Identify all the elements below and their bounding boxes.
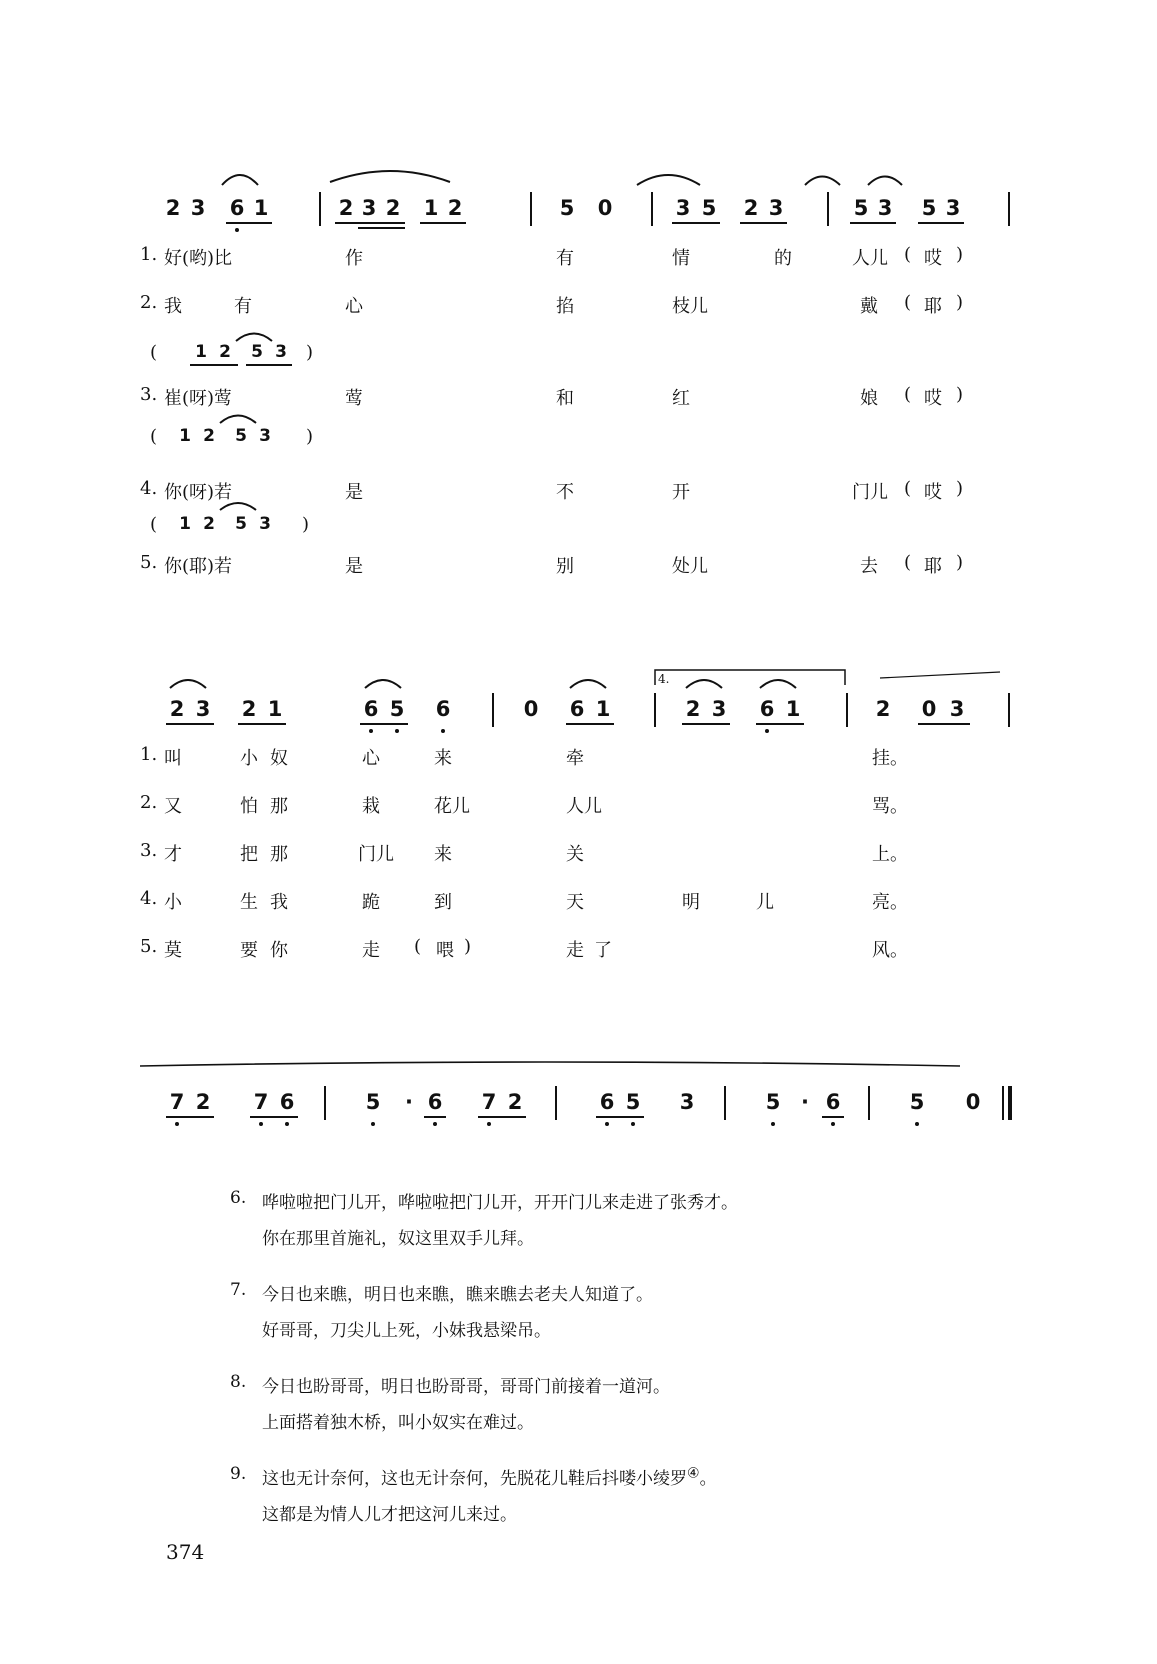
note: 3 (945, 196, 961, 220)
interlude-paren: ( (150, 426, 158, 447)
lyric: ) (956, 478, 964, 499)
lyric: 好(哟)比 (164, 248, 233, 269)
note: · (801, 1090, 809, 1114)
final-barline-thin (1002, 1086, 1004, 1120)
note: 0 (965, 1090, 981, 1114)
octave-dot (831, 1122, 835, 1126)
note: 2 (241, 697, 257, 721)
lyric: 喂 (436, 940, 454, 961)
octave-dot (433, 1122, 437, 1126)
octave-dot (631, 1122, 635, 1126)
note: 6 (279, 1090, 295, 1114)
note: 5 (251, 342, 263, 362)
note: 5 (921, 196, 937, 220)
lyric: 小 (240, 748, 258, 769)
octave-dot (259, 1122, 263, 1126)
verse-line (262, 1464, 717, 1489)
lyric: 怕 (240, 796, 258, 817)
note: 2 (685, 697, 701, 721)
note: 0 (523, 697, 539, 721)
interlude-paren: ) (306, 426, 314, 447)
verse-line: 你在那里首施礼，奴这里双手儿拜。 (262, 1229, 534, 1249)
lyric: 又 (164, 796, 182, 817)
lyric: 牵 (566, 748, 584, 769)
lyric: 是 (345, 482, 363, 503)
lyric: ( (414, 936, 422, 957)
lyric: 开 (672, 482, 690, 503)
note: 1 (179, 514, 191, 534)
note: 5 (365, 1090, 381, 1114)
lyric: 红 (672, 388, 690, 409)
note: 3 (361, 196, 377, 220)
lyric: 到 (434, 892, 452, 913)
note: 2 (743, 196, 759, 220)
note: 3 (259, 426, 271, 446)
lyric: 走 (362, 940, 380, 961)
lyric: 人儿 (852, 248, 888, 269)
beam (596, 1116, 644, 1118)
note: 3 (275, 342, 287, 362)
lyric: 走 (566, 940, 584, 961)
note: 0 (921, 697, 937, 721)
lyric: 4. (140, 478, 158, 499)
lyric: ) (956, 384, 964, 405)
note: 2 (875, 697, 891, 721)
lyric: 我 (270, 892, 288, 913)
note: 6 (229, 196, 245, 220)
verse-line: 哗啦啦把门儿开，哗啦啦把门儿开，开开门儿来走进了张秀才。 (262, 1193, 738, 1213)
lyric: 那 (270, 844, 288, 865)
note: 3 (949, 697, 965, 721)
lyric: ( (904, 292, 912, 313)
note: 5 (853, 196, 869, 220)
lyric: 关 (566, 844, 584, 865)
lyric: 情 (672, 248, 690, 269)
lyric: 小 (164, 892, 182, 913)
lyric: 5. (140, 936, 158, 957)
note: 5 (909, 1090, 925, 1114)
note: 3 (195, 697, 211, 721)
lyric: 去 (860, 556, 878, 577)
barline (868, 1086, 870, 1120)
verse-line: 今日也来瞧，明日也来瞧，瞧来瞧去老夫人知道了。 (262, 1285, 653, 1305)
interlude-paren: ) (302, 514, 310, 535)
lyric: 那 (270, 796, 288, 817)
octave-dot (487, 1122, 491, 1126)
lyric: 亮。 (872, 892, 908, 913)
lyric: 耶 (924, 556, 942, 577)
lyric: 处儿 (672, 556, 708, 577)
note: 1 (785, 697, 801, 721)
lyric: 5. (140, 552, 158, 573)
lyric: 不 (556, 482, 574, 503)
lyric: ) (956, 244, 964, 265)
note: 1 (179, 426, 191, 446)
verse-text: 这也无计奈何，这也无计奈何，先脱花儿鞋后抖喽小绫罗 (262, 1469, 687, 1489)
lyric: 戴 (860, 296, 878, 317)
lyric: 你(耶)若 (164, 556, 233, 577)
verse-text: 。 (699, 1469, 717, 1489)
interlude-paren: ) (306, 342, 314, 363)
lyric: 来 (434, 844, 452, 865)
note: 7 (253, 1090, 269, 1114)
note: 5 (765, 1090, 781, 1114)
note: 2 (165, 196, 181, 220)
lyric: 哎 (924, 248, 942, 269)
note: 5 (235, 426, 247, 446)
lyric: 掐 (556, 296, 574, 317)
beam (822, 1116, 844, 1118)
beam (478, 1116, 526, 1118)
lyric: 心 (345, 296, 363, 317)
lyric: 明 (682, 892, 700, 913)
lyric: 把 (240, 844, 258, 865)
lyric: 莺 (345, 388, 363, 409)
lyric: 跪 (362, 892, 380, 913)
interlude-paren: ( (150, 514, 158, 535)
note: 5 (235, 514, 247, 534)
note: 6 (435, 697, 451, 721)
lyric: ) (956, 552, 964, 573)
note: 3 (259, 514, 271, 534)
lyric: 门儿 (358, 844, 394, 865)
note: 3 (679, 1090, 695, 1114)
lyric: 4. (140, 888, 158, 909)
lyric: 风。 (872, 940, 908, 961)
lyric: 和 (556, 388, 574, 409)
barline (724, 1086, 726, 1120)
note: 1 (253, 196, 269, 220)
note: 2 (203, 514, 215, 534)
lyric: 崔(呀)莺 (164, 388, 233, 409)
lyric: 生 (240, 892, 258, 913)
lyric: 娘 (860, 388, 878, 409)
note: 2 (169, 697, 185, 721)
lyric: 哎 (924, 482, 942, 503)
verse-line: 这都是为情人儿才把这河儿来过。 (262, 1505, 517, 1525)
note: 6 (825, 1090, 841, 1114)
note: 3 (190, 196, 206, 220)
lyric: 我 (164, 296, 182, 317)
lyric: ( (904, 478, 912, 499)
verse-number: 7. (230, 1280, 247, 1300)
note: 2 (203, 426, 215, 446)
barline (555, 1086, 557, 1120)
note: 3 (877, 196, 893, 220)
note: 3 (768, 196, 784, 220)
lyric: ) (464, 936, 472, 957)
note: 2 (338, 196, 354, 220)
note: 2 (219, 342, 231, 362)
lyric: 莫 (164, 940, 182, 961)
verse-line: 上面搭着独木桥，叫小奴实在难过。 (262, 1413, 534, 1433)
lyric: 别 (556, 556, 574, 577)
note: 5 (625, 1090, 641, 1114)
note: 1 (195, 342, 207, 362)
note: 0 (597, 196, 613, 220)
octave-dot (371, 1122, 375, 1126)
note: 1 (423, 196, 439, 220)
final-barline-thick (1008, 1086, 1012, 1120)
lyric: 2. (140, 292, 158, 313)
note: 7 (169, 1090, 185, 1114)
beam (166, 1116, 214, 1118)
lyric: 门儿 (852, 482, 888, 503)
lyric: 骂。 (872, 796, 908, 817)
note: 3 (675, 196, 691, 220)
lyric: 上。 (872, 844, 908, 865)
lyric: 你 (270, 940, 288, 961)
lyric: 有 (234, 296, 252, 317)
lyric: ) (956, 292, 964, 313)
lyric: 挂。 (872, 748, 908, 769)
note: 2 (385, 196, 401, 220)
lyric: 3. (140, 840, 158, 861)
lyric: 枝儿 (672, 296, 708, 317)
lyric: 2. (140, 792, 158, 813)
verse-line: 好哥哥，刀尖儿上死，小妹我悬梁吊。 (262, 1321, 551, 1341)
lyric: 作 (345, 248, 363, 269)
beam (250, 1116, 298, 1118)
lyric: 哎 (924, 388, 942, 409)
note: · (405, 1090, 413, 1114)
note: 7 (481, 1090, 497, 1114)
lyric: 3. (140, 384, 158, 405)
verse-number: 8. (230, 1372, 247, 1392)
lyric: 天 (566, 892, 584, 913)
lyric: 栽 (362, 796, 380, 817)
verse-line: 今日也盼哥哥，明日也盼哥哥，哥哥门前接着一道河。 (262, 1377, 670, 1397)
note: 2 (447, 196, 463, 220)
lyric: 你(呀)若 (164, 482, 233, 503)
octave-dot (915, 1122, 919, 1126)
barline (324, 1086, 326, 1120)
lyric: 心 (362, 748, 380, 769)
lyric: 有 (556, 248, 574, 269)
note: 2 (195, 1090, 211, 1114)
note: 6 (759, 697, 775, 721)
lyric: ( (904, 384, 912, 405)
lyric: 儿 (756, 892, 774, 913)
lyric: ( (904, 552, 912, 573)
verse-number: 6. (230, 1188, 247, 1208)
note: 6 (427, 1090, 443, 1114)
octave-dot (771, 1122, 775, 1126)
lyric: 人儿 (566, 796, 602, 817)
lyric: ( (904, 244, 912, 265)
beam (424, 1116, 446, 1118)
note: 6 (363, 697, 379, 721)
lyric: 耶 (924, 296, 942, 317)
octave-dot (285, 1122, 289, 1126)
lyric: 奴 (270, 748, 288, 769)
lyric: 是 (345, 556, 363, 577)
note: 5 (559, 196, 575, 220)
interlude-paren: ( (150, 342, 158, 363)
lyric: 要 (240, 940, 258, 961)
lyric: 叫 (164, 748, 182, 769)
octave-dot (605, 1122, 609, 1126)
verse-number: 9. (230, 1464, 247, 1484)
lyric: 来 (434, 748, 452, 769)
footnote-marker[interactable]: ④ (687, 1465, 700, 1482)
lyric: 的 (774, 248, 792, 269)
lyric: 花儿 (434, 796, 470, 817)
note: 2 (507, 1090, 523, 1114)
lyric: 了 (594, 940, 612, 961)
note: 5 (389, 697, 405, 721)
note: 3 (711, 697, 727, 721)
lyric: 1. (140, 744, 158, 765)
note: 6 (569, 697, 585, 721)
note: 1 (267, 697, 283, 721)
lyric: 1. (140, 244, 158, 265)
note: 6 (599, 1090, 615, 1114)
note: 5 (701, 196, 717, 220)
volta-label: 4. (658, 672, 670, 686)
note: 1 (595, 697, 611, 721)
octave-dot (175, 1122, 179, 1126)
lyric: 才 (164, 844, 182, 865)
page-number: 374 (166, 1540, 205, 1564)
